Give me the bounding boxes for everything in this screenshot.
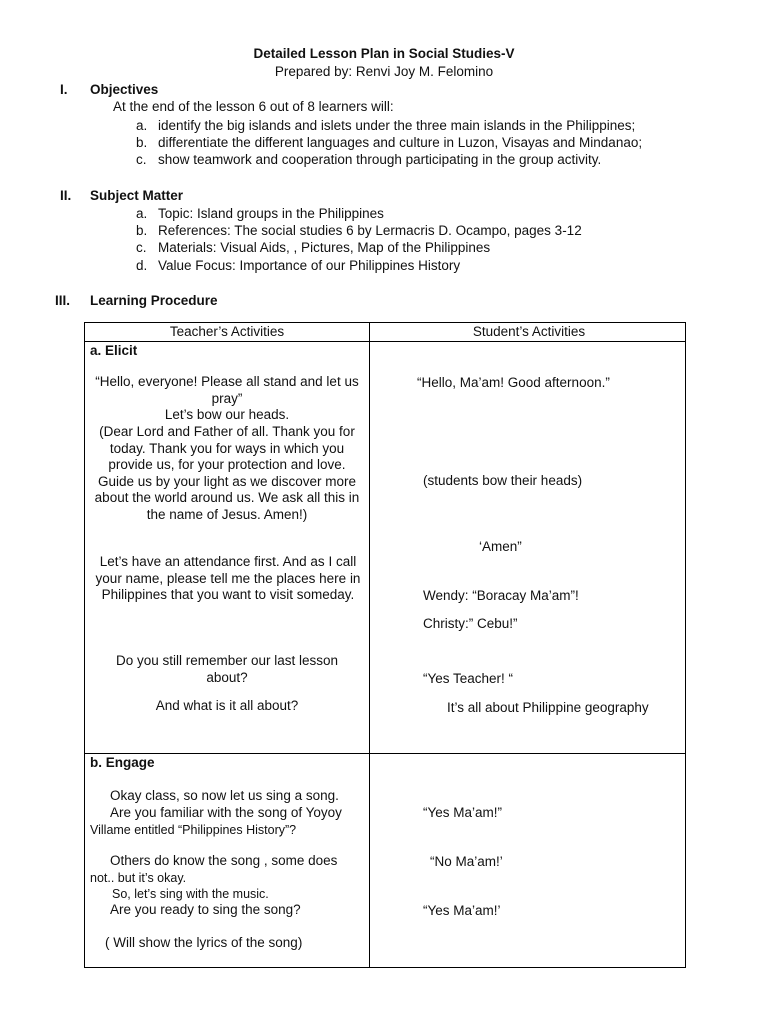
objective-label: c.: [136, 152, 147, 167]
subject-label: a.: [136, 206, 148, 221]
teacher-greeting: “Hello, everyone! Please all stand and let us pray”: [95, 374, 359, 406]
section-title-subject: Subject Matter: [90, 188, 184, 203]
header-teacher-activities: Teacher’s Activities: [169, 324, 285, 339]
teacher-others: Others do know the song , some does: [110, 853, 338, 868]
teacher-remember: Do you still remember our last lesson about?: [115, 653, 339, 685]
section-title-procedure: Learning Procedure: [90, 293, 218, 308]
student-yes-teacher: “Yes Teacher! “: [423, 671, 514, 686]
section-title-objectives: Objectives: [90, 82, 159, 97]
teacher-attendance: Let’s have an attendance first. And as I call your name, please tell me the places here in Philippines that you want to visit someday.: [95, 554, 361, 602]
objective-text: identify the big islands and islets under the three main islands in the Philippines;: [158, 118, 636, 133]
prepared-by: Prepared by: Renvi Joy M. Felomino: [274, 64, 494, 79]
teacher-lyrics: ( Will show the lyrics of the song): [105, 935, 303, 950]
objective-label: a.: [136, 118, 148, 133]
subject-text: Value Focus: Importance of our Philippines History: [158, 258, 461, 273]
teacher-ready: Are you ready to sing the song?: [110, 902, 301, 917]
subject-text: Topic: Island groups in the Philippines: [158, 206, 384, 221]
subject-label: d.: [136, 258, 148, 273]
subject-label: c.: [136, 240, 147, 255]
teacher-what: And what is it all about?: [155, 698, 299, 713]
table-column-divider: [369, 323, 370, 967]
student-christy: Christy:” Cebu!”: [423, 616, 518, 631]
section-number-objectives: I.: [60, 82, 68, 97]
student-yes-1: “Yes Ma’am!”: [423, 805, 503, 820]
teacher-bow: Let’s bow our heads.: [164, 407, 290, 422]
student-amen: ‘Amen”: [479, 539, 522, 554]
elicit-label: a. Elicit: [90, 343, 138, 358]
activities-table: [84, 322, 686, 968]
header-student-activities: Student’s Activities: [472, 324, 586, 339]
section-number-subject: II.: [60, 188, 72, 203]
engage-label: b. Engage: [90, 755, 155, 770]
teacher-familiar-cont: Villame entitled “Philippines History”?: [90, 823, 297, 837]
student-bow: (students bow their heads): [423, 473, 583, 488]
student-wendy: Wendy: “Boracay Ma’am”!: [423, 588, 579, 603]
teacher-others-cont: not.. but it’s okay.: [90, 871, 187, 885]
student-hello: “Hello, Ma’am! Good afternoon.”: [417, 375, 610, 390]
teacher-music: So, let’s sing with the music.: [112, 887, 269, 901]
section-number-procedure: III.: [55, 293, 71, 308]
table-header-divider: [85, 341, 685, 342]
teacher-familiar: Are you familiar with the song of Yoyoy: [110, 805, 342, 820]
objective-text: show teamwork and cooperation through participating in the group activity.: [158, 152, 602, 167]
student-about: It’s all about Philippine geography: [447, 700, 649, 715]
objective-text: differentiate the different languages and culture in Luzon, Visayas and Mindanao;: [158, 135, 643, 150]
subject-label: b.: [136, 223, 148, 238]
objectives-intro: At the end of the lesson 6 out of 8 learners will:: [113, 99, 394, 114]
student-no: “No Ma’am!’: [430, 854, 503, 869]
table-section-divider: [85, 753, 685, 754]
subject-text: Materials: Visual Aids, , Pictures, Map of the Philippines: [158, 240, 491, 255]
objective-label: b.: [136, 135, 148, 150]
subject-text: References: The social studies 6 by Lermacris D. Ocampo, pages 3-12: [158, 223, 582, 238]
teacher-sing: Okay class, so now let us sing a song.: [110, 788, 339, 803]
student-yes-2: “Yes Ma’am!’: [423, 903, 501, 918]
teacher-prayer: (Dear Lord and Father of all. Thank you for today. Thank you for ways in which you provide us, for your protection and love. Guide us by your light as we discover more about the world around us. We ask all this in the name of Jesus. Amen!): [94, 424, 360, 522]
document-title: Detailed Lesson Plan in Social Studies-V: [253, 46, 515, 61]
